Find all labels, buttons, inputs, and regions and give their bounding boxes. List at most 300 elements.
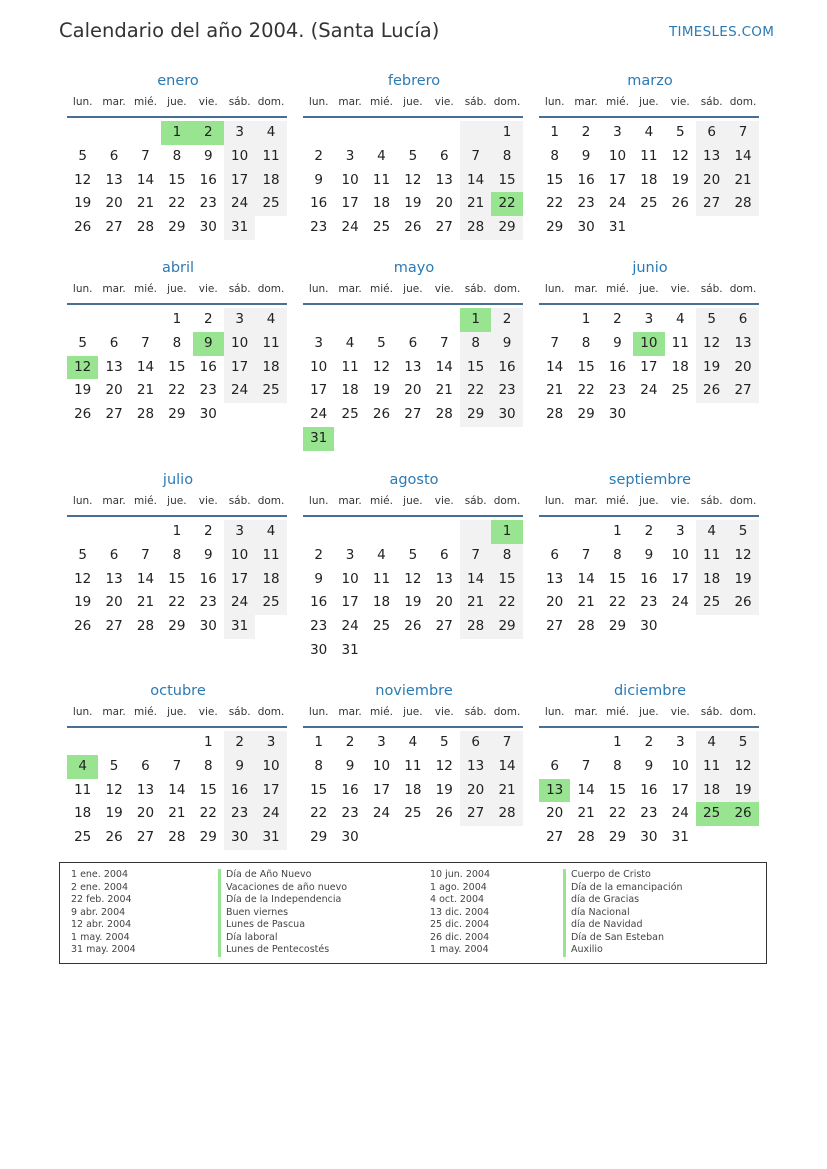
day-cell: 12 — [727, 755, 758, 779]
day-cell: 23 — [341, 805, 359, 822]
empty-cell — [334, 121, 365, 145]
day-cell: 28 — [136, 219, 155, 236]
empty-cell — [397, 826, 428, 850]
day-cell: 21 — [136, 382, 155, 399]
day-cell: 13 — [460, 755, 491, 779]
empty-cell — [224, 403, 255, 427]
day-cell: 12 — [105, 781, 123, 798]
month-septiembre — [539, 472, 761, 639]
day-cell: 27 — [404, 406, 422, 423]
weekday-label: jue. — [167, 706, 187, 718]
day-cell: 10 — [671, 757, 689, 774]
legend-holiday-name: Día de la emancipación — [563, 882, 683, 895]
day-cell: 5 — [696, 308, 727, 332]
day-cell: 20 — [546, 594, 564, 611]
brand-link[interactable]: TIMESLES.COM — [669, 24, 775, 40]
empty-cell — [539, 308, 570, 332]
weekday-label: jue. — [639, 706, 659, 718]
empty-cell — [727, 826, 758, 850]
day-cell: 3 — [675, 734, 685, 750]
month-name: octubre — [150, 683, 206, 699]
empty-cell — [397, 121, 428, 145]
day-cell: 16 — [199, 358, 217, 375]
day-cell: 27 — [435, 219, 453, 236]
day-cell: 25 — [372, 219, 391, 236]
day-cell: 16 — [491, 356, 522, 380]
day-cell: 24 — [671, 594, 689, 611]
day-cell: 5 — [78, 334, 87, 351]
day-cell: 5 — [408, 147, 418, 164]
day-cell: 18 — [671, 358, 689, 375]
weekday-label: mié. — [370, 495, 393, 507]
day-cell: 7 — [172, 757, 182, 774]
empty-cell — [255, 403, 286, 427]
empty-cell — [570, 520, 601, 544]
day-cell: 15 — [199, 781, 217, 798]
day-grid — [303, 308, 523, 451]
legend-names-right — [563, 869, 683, 957]
day-cell: 15 — [491, 169, 522, 193]
day-cell: 17 — [671, 781, 689, 798]
empty-cell — [98, 731, 129, 755]
weekday-header — [303, 95, 523, 116]
day-cell: 12 — [671, 147, 689, 164]
day-cell: 16 — [199, 570, 217, 587]
weekday-label: sáb. — [464, 96, 487, 108]
day-cell: 12 — [404, 570, 422, 587]
header-rule — [303, 515, 523, 517]
weekday-header — [67, 705, 287, 726]
header-rule — [303, 116, 523, 118]
weekday-label: mié. — [606, 706, 629, 718]
empty-cell — [130, 731, 161, 755]
month-marzo — [539, 73, 761, 240]
day-cell: 30 — [199, 406, 217, 423]
day-cell: 31 — [341, 641, 359, 658]
empty-cell — [429, 427, 460, 451]
day-cell: 29 — [310, 829, 328, 846]
legend-holiday-date: 9 abr. 2004 — [71, 906, 126, 918]
day-cell: 2 — [613, 311, 622, 327]
weekday-label: sáb. — [228, 706, 251, 718]
empty-cell — [696, 826, 727, 850]
day-cell: 30 — [224, 826, 255, 850]
day-cell: 13 — [696, 145, 727, 169]
day-cell: 18 — [255, 356, 286, 380]
day-cell: 7 — [141, 147, 150, 164]
legend-dates-right — [430, 869, 490, 957]
day-cell: 6 — [109, 546, 119, 563]
legend-holiday-name: Día de Año Nuevo — [218, 869, 347, 882]
month-name: febrero — [387, 73, 441, 89]
day-cell: 29 — [199, 829, 217, 846]
legend-holiday-name: Día laboral — [218, 932, 347, 945]
day-cell: 30 — [640, 618, 658, 635]
empty-cell — [67, 121, 98, 145]
weekday-label: vie. — [198, 96, 218, 108]
day-cell: 28 — [136, 406, 155, 423]
day-cell: 8 — [172, 546, 182, 563]
day-cell: 10 — [255, 755, 286, 779]
legend-holiday-date: 2 ene. 2004 — [71, 881, 128, 893]
day-cell: 17 — [341, 195, 359, 212]
day-cell: 11 — [74, 781, 92, 798]
day-cell: 23 — [608, 382, 627, 399]
empty-cell — [397, 427, 428, 451]
empty-cell — [460, 639, 491, 663]
day-cell: 13 — [136, 781, 155, 798]
day-cell: 25 — [640, 195, 658, 212]
legend-holiday-date: 1 may. 2004 — [71, 931, 130, 943]
day-cell: 2 — [491, 308, 522, 332]
day-cell: 15 — [168, 171, 186, 188]
day-cell: 7 — [439, 334, 449, 351]
empty-cell — [696, 403, 727, 427]
day-cell: 26 — [74, 406, 92, 423]
day-cell: 18 — [341, 382, 359, 399]
legend-holiday-name: día de Navidad — [563, 919, 683, 932]
empty-cell — [460, 520, 491, 544]
day-cell: 17 — [310, 382, 328, 399]
day-cell: 19 — [404, 594, 422, 611]
legend-holiday-date: 4 oct. 2004 — [430, 894, 485, 906]
empty-cell — [67, 520, 98, 544]
weekday-label: mar. — [338, 706, 362, 718]
day-cell: 11 — [671, 334, 689, 351]
legend-holiday-name: Lunes de Pascua — [218, 919, 347, 932]
day-cell: 14 — [136, 358, 155, 375]
day-cell: 21 — [577, 805, 595, 822]
day-cell: 21 — [491, 779, 522, 803]
day-cell: 21 — [460, 192, 491, 216]
month-name: junio — [632, 260, 668, 276]
empty-cell — [429, 520, 460, 544]
day-cell: 24 — [671, 805, 689, 822]
day-cell: 23 — [640, 805, 658, 822]
day-cell: 25 — [255, 192, 286, 216]
weekday-label: lun. — [72, 96, 93, 108]
legend-holiday-name: día de Gracias — [563, 894, 683, 907]
day-grid — [67, 121, 287, 240]
day-grid — [539, 731, 759, 850]
day-cell: 11 — [404, 757, 422, 774]
weekday-label: vie. — [198, 283, 218, 295]
month-junio — [539, 260, 761, 427]
legend-holiday-name: Día de la Independencia — [218, 894, 347, 907]
day-cell: 9 — [644, 757, 654, 774]
day-cell: 4 — [255, 520, 286, 544]
day-cell: 15 — [546, 171, 564, 188]
day-cell: 28 — [577, 829, 595, 846]
day-cell: 14 — [460, 169, 491, 193]
day-grid — [539, 308, 759, 427]
empty-cell — [98, 121, 129, 145]
weekday-label: jue. — [403, 495, 423, 507]
day-cell: 20 — [105, 594, 123, 611]
day-cell: 4 — [696, 731, 727, 755]
day-cell: 3 — [224, 520, 255, 544]
day-cell: 2 — [581, 124, 591, 140]
weekday-label: vie. — [434, 96, 454, 108]
empty-cell — [130, 121, 161, 145]
day-cell: 30 — [608, 406, 627, 423]
day-cell: 17 — [255, 779, 286, 803]
weekday-label: jue. — [403, 283, 423, 295]
day-cell: 17 — [224, 356, 255, 380]
weekday-label: lun. — [72, 283, 93, 295]
legend-holiday-name: Buen viernes — [218, 907, 347, 920]
day-cell: 1 — [172, 523, 182, 539]
day-cell: 9 — [314, 171, 323, 188]
weekday-label: lun. — [72, 706, 93, 718]
day-cell: 2 — [203, 523, 213, 539]
day-cell: 28 — [460, 615, 491, 639]
legend-holiday-name: día Nacional — [563, 907, 683, 920]
empty-cell — [67, 731, 98, 755]
empty-cell — [334, 308, 365, 332]
day-cell: 2 — [644, 523, 654, 539]
day-cell: 13 — [435, 171, 453, 188]
day-cell: 28 — [460, 216, 491, 240]
day-cell: 14 — [546, 358, 564, 375]
day-cell: 30 — [341, 829, 359, 846]
day-cell: 13 — [105, 171, 123, 188]
day-cell: 19 — [74, 195, 92, 212]
weekday-label: lun. — [308, 495, 329, 507]
day-cell: 29 — [577, 406, 595, 423]
empty-cell — [727, 403, 758, 427]
day-cell: 18 — [696, 568, 727, 592]
day-cell: 4 — [255, 121, 286, 145]
weekday-label: vie. — [670, 96, 690, 108]
day-cell: 17 — [640, 358, 658, 375]
day-cell: 9 — [644, 546, 654, 563]
day-cell: 28 — [435, 406, 453, 423]
month-name: septiembre — [608, 472, 692, 488]
legend-holiday-date: 1 ene. 2004 — [71, 869, 128, 880]
empty-cell — [727, 615, 758, 639]
day-cell: 3 — [345, 147, 355, 164]
empty-cell — [397, 639, 428, 663]
day-cell: 19 — [74, 382, 92, 399]
day-cell: 20 — [546, 805, 564, 822]
day-cell: 9 — [345, 757, 355, 774]
day-cell: 13 — [105, 358, 123, 375]
day-cell: 7 — [491, 731, 522, 755]
day-cell: 19 — [727, 779, 758, 803]
weekday-label: dom. — [493, 283, 521, 295]
weekday-label: sáb. — [464, 706, 487, 718]
day-cell: 24 — [608, 195, 627, 212]
month-name: noviembre — [375, 683, 453, 699]
day-cell: 7 — [581, 757, 591, 774]
day-cell: 22 — [608, 594, 627, 611]
day-cell: 19 — [105, 805, 123, 822]
empty-cell — [334, 427, 365, 451]
day-cell: 4 — [67, 755, 98, 779]
day-cell: 4 — [675, 311, 685, 327]
empty-cell — [429, 639, 460, 663]
weekday-label: vie. — [198, 706, 218, 718]
day-cell: 7 — [460, 544, 491, 568]
day-cell: 3 — [644, 311, 654, 327]
header-rule — [539, 116, 759, 118]
day-cell: 15 — [577, 358, 595, 375]
day-cell: 20 — [105, 195, 123, 212]
day-cell: 22 — [168, 195, 186, 212]
day-cell: 23 — [310, 618, 328, 635]
day-cell: 6 — [550, 546, 559, 563]
legend-holiday-name: Cuerpo de Cristo — [563, 869, 683, 882]
empty-cell — [397, 520, 428, 544]
day-cell: 21 — [136, 195, 155, 212]
day-cell: 15 — [608, 781, 627, 798]
day-cell: 8 — [550, 147, 559, 164]
day-cell: 25 — [372, 618, 391, 635]
day-cell: 6 — [141, 757, 150, 774]
day-cell: 6 — [696, 121, 727, 145]
day-cell: 4 — [255, 308, 286, 332]
weekday-header — [67, 282, 287, 303]
legend-dates-left — [71, 869, 136, 957]
day-cell: 16 — [608, 358, 627, 375]
day-cell: 30 — [640, 829, 658, 846]
day-cell: 31 — [303, 427, 334, 451]
day-cell: 16 — [341, 781, 359, 798]
weekday-label: vie. — [198, 495, 218, 507]
empty-cell — [633, 403, 664, 427]
day-cell: 15 — [608, 570, 627, 587]
month-name: marzo — [627, 73, 673, 89]
day-cell: 23 — [224, 802, 255, 826]
day-cell: 19 — [404, 195, 422, 212]
day-cell: 18 — [255, 568, 286, 592]
day-cell: 29 — [168, 618, 186, 635]
day-cell: 9 — [613, 334, 622, 351]
day-cell: 27 — [460, 802, 491, 826]
day-cell: 8 — [203, 757, 213, 774]
day-cell: 15 — [168, 570, 186, 587]
day-cell: 7 — [581, 546, 591, 563]
day-cell: 8 — [491, 544, 522, 568]
day-cell: 20 — [435, 594, 453, 611]
day-cell: 19 — [727, 568, 758, 592]
day-cell: 5 — [727, 520, 758, 544]
header-rule — [539, 726, 759, 728]
day-cell: 22 — [310, 805, 328, 822]
weekday-label: dom. — [257, 96, 285, 108]
month-name: enero — [157, 73, 199, 89]
day-cell: 22 — [199, 805, 217, 822]
month-abril — [67, 260, 289, 427]
empty-cell — [429, 121, 460, 145]
day-grid — [303, 121, 523, 240]
day-cell: 5 — [78, 147, 87, 164]
day-cell: 6 — [109, 147, 119, 164]
weekday-label: mar. — [574, 495, 598, 507]
day-grid — [539, 121, 759, 240]
weekday-header — [303, 705, 523, 726]
weekday-label: vie. — [434, 495, 454, 507]
day-cell: 3 — [224, 308, 255, 332]
empty-cell — [67, 308, 98, 332]
empty-cell — [366, 121, 397, 145]
weekday-label: jue. — [167, 96, 187, 108]
day-cell: 14 — [577, 781, 595, 798]
day-cell: 1 — [491, 520, 522, 544]
day-cell: 2 — [193, 121, 224, 145]
empty-cell — [665, 216, 696, 240]
empty-cell — [303, 520, 334, 544]
day-cell: 16 — [640, 570, 658, 587]
day-cell: 26 — [404, 618, 422, 635]
empty-cell — [161, 731, 192, 755]
day-cell: 1 — [203, 734, 213, 750]
month-name: mayo — [393, 260, 435, 276]
day-cell: 14 — [727, 145, 758, 169]
legend-holiday-date: 13 dic. 2004 — [430, 906, 490, 918]
legend-holiday-date: 1 may. 2004 — [430, 944, 489, 956]
day-cell: 1 — [172, 311, 182, 327]
month-julio — [67, 472, 289, 639]
weekday-label: lun. — [72, 495, 93, 507]
day-cell: 4 — [345, 334, 355, 351]
weekday-label: dom. — [729, 706, 757, 718]
weekday-label: mié. — [370, 283, 393, 295]
day-cell: 16 — [310, 195, 328, 212]
day-cell: 25 — [255, 591, 286, 615]
day-cell: 30 — [491, 403, 522, 427]
legend-holiday-date: 22 feb. 2004 — [71, 894, 132, 906]
day-cell: 6 — [439, 147, 449, 164]
month-febrero — [303, 73, 525, 240]
day-cell: 31 — [224, 615, 255, 639]
day-cell: 23 — [310, 219, 328, 236]
day-cell: 22 — [608, 805, 627, 822]
day-cell: 14 — [577, 570, 595, 587]
day-cell: 28 — [168, 829, 186, 846]
day-cell: 1 — [613, 523, 622, 539]
weekday-label: lun. — [544, 495, 565, 507]
weekday-label: dom. — [729, 495, 757, 507]
holiday-legend — [59, 862, 767, 964]
day-cell: 9 — [314, 570, 323, 587]
day-grid — [303, 520, 523, 663]
day-cell: 1 — [581, 311, 591, 327]
weekday-label: dom. — [257, 283, 285, 295]
day-cell: 23 — [199, 195, 217, 212]
day-cell: 27 — [105, 406, 123, 423]
day-cell: 17 — [341, 594, 359, 611]
day-cell: 15 — [491, 568, 522, 592]
day-cell: 22 — [577, 382, 595, 399]
empty-cell — [460, 427, 491, 451]
day-cell: 20 — [727, 356, 758, 380]
day-cell: 21 — [546, 382, 564, 399]
day-cell: 22 — [168, 382, 186, 399]
month-name: agosto — [389, 472, 439, 488]
day-cell: 14 — [491, 755, 522, 779]
legend-holiday-name: Lunes de Pentecostés — [218, 944, 347, 957]
day-cell: 26 — [404, 219, 422, 236]
day-cell: 28 — [491, 802, 522, 826]
day-cell: 15 — [460, 356, 491, 380]
day-cell: 10 — [341, 570, 359, 587]
header-rule — [67, 303, 287, 305]
day-cell: 18 — [74, 805, 92, 822]
empty-cell — [491, 639, 522, 663]
day-cell: 11 — [372, 570, 391, 587]
